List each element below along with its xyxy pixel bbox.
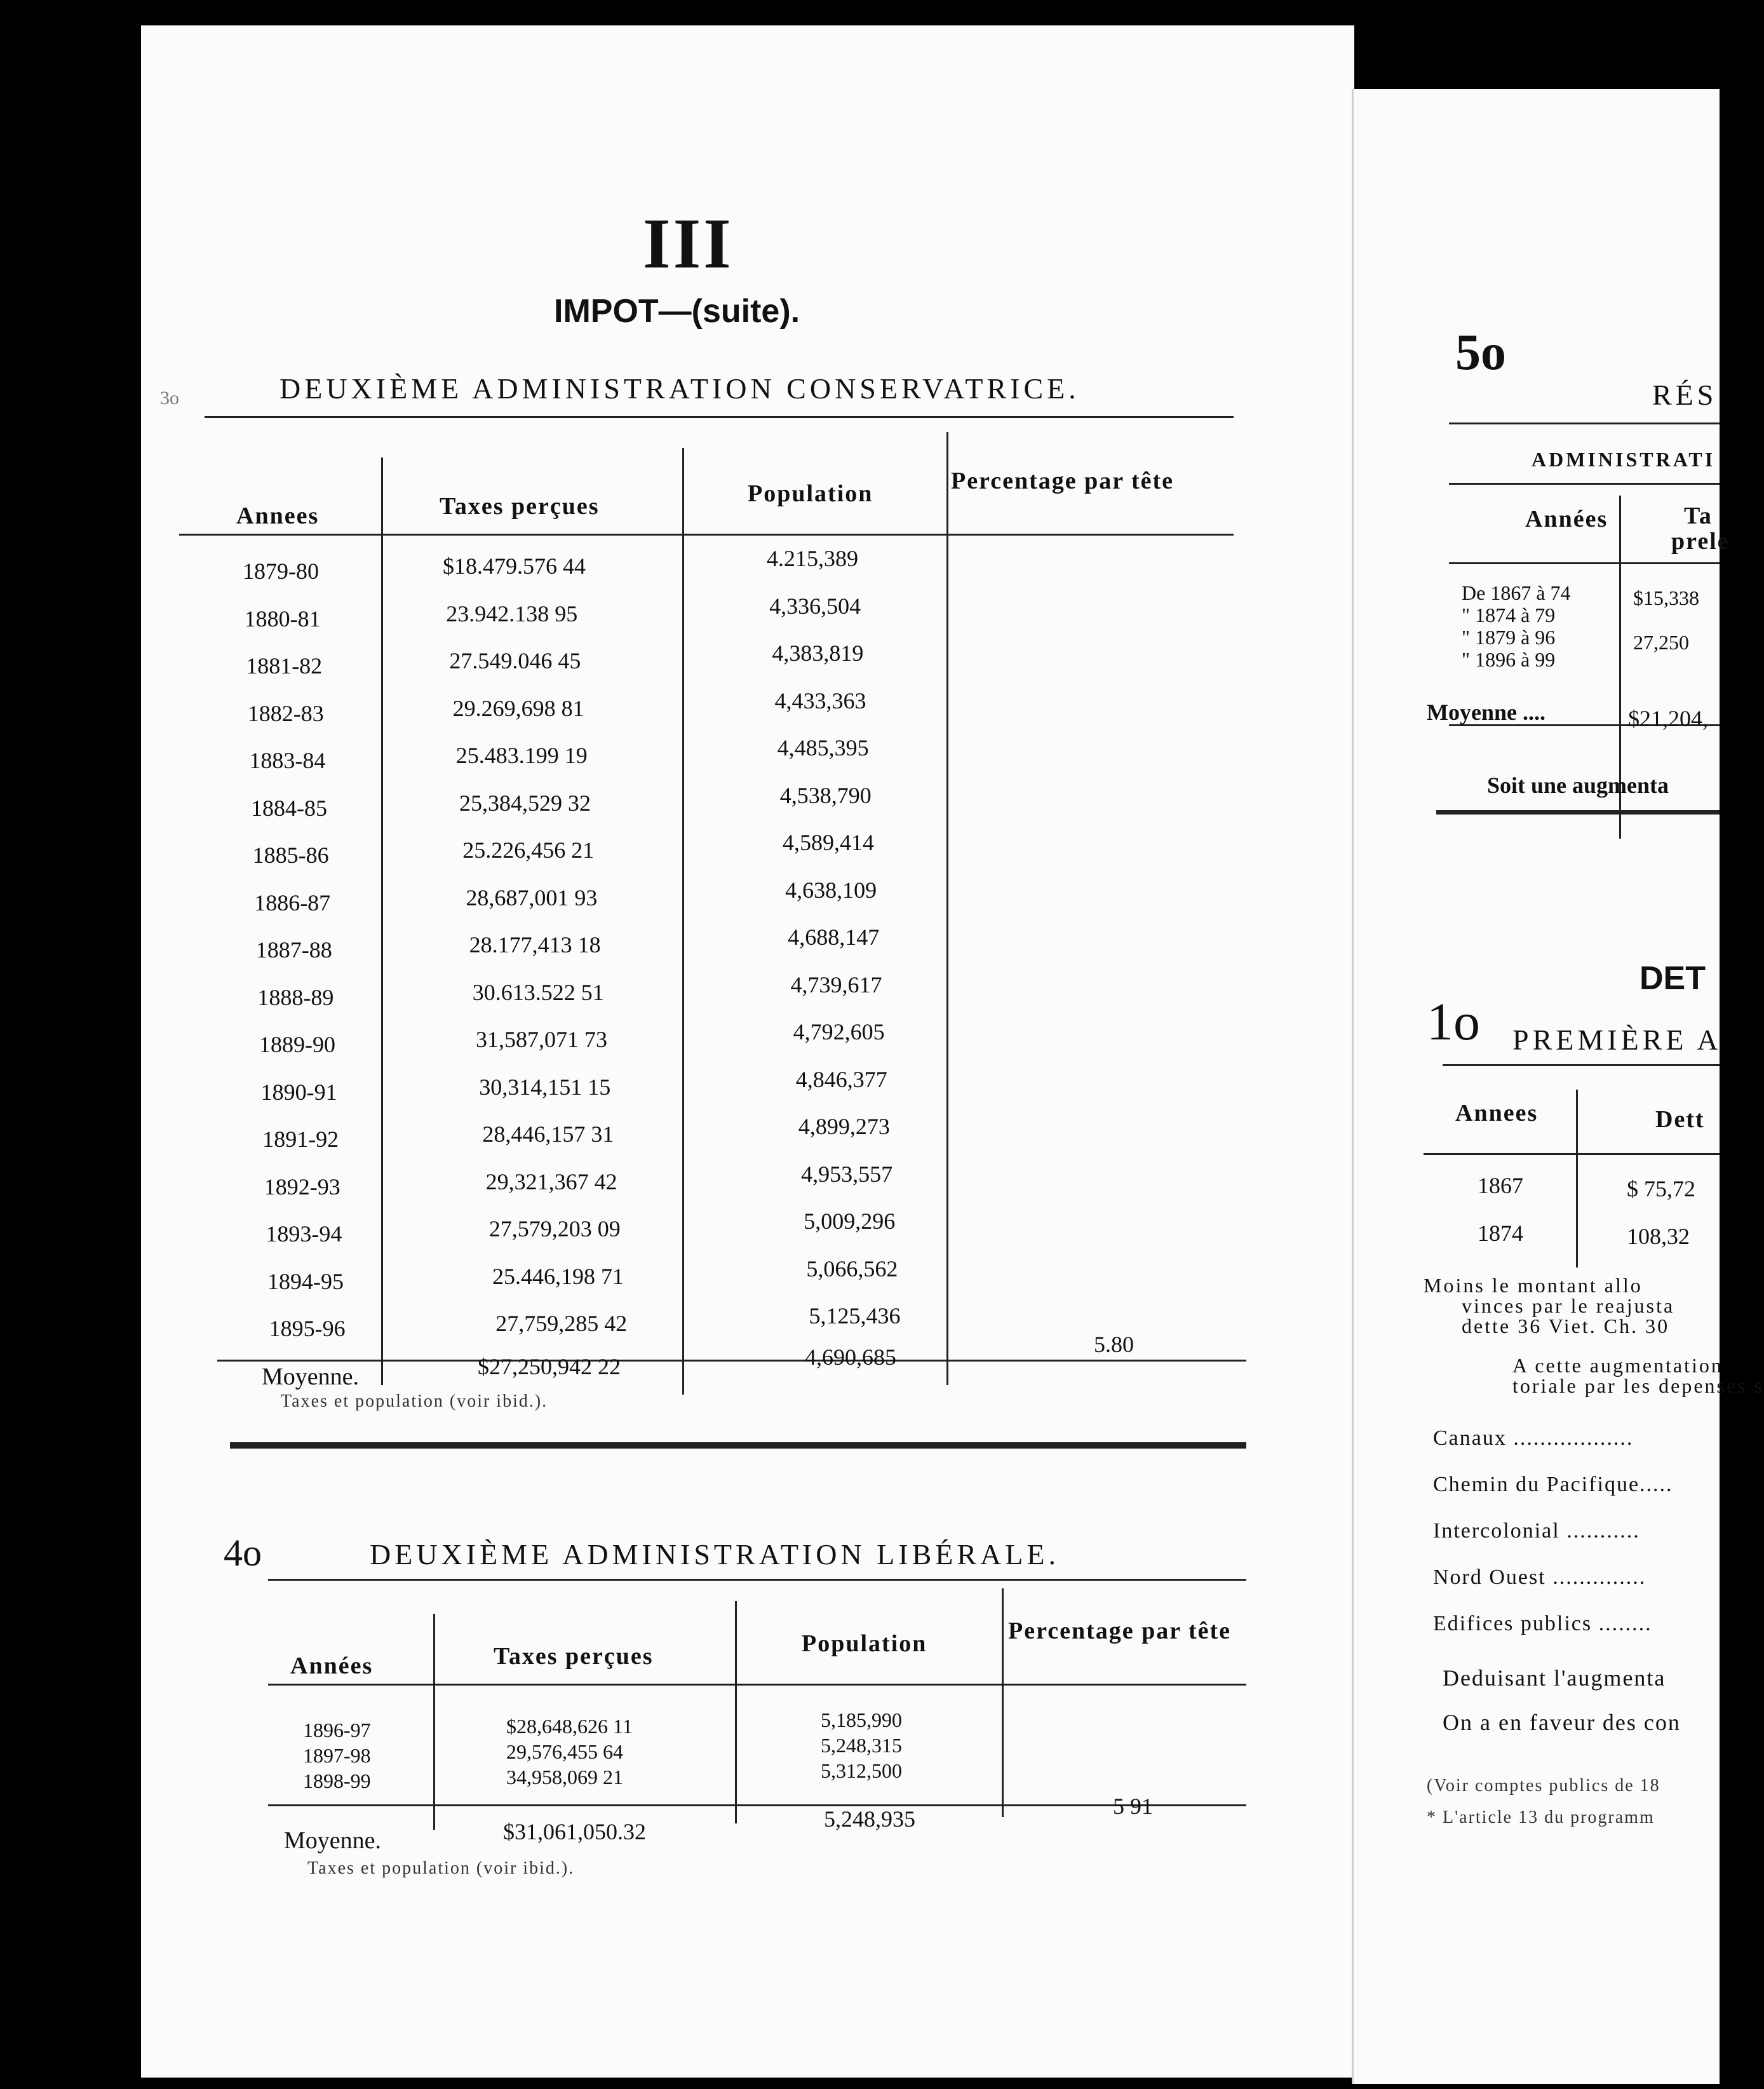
block1-heading: DEUXIÈME ADMINISTRATION CONSERVATRICE. [279, 372, 1080, 405]
table-row-population: 5,125,436 [809, 1303, 901, 1328]
block5-sub-rule [1449, 483, 1720, 485]
table-row-year: 1885-86 [252, 842, 329, 868]
section-title: IMPOT—(suite). [554, 293, 800, 330]
table2-top-rule [268, 1579, 1246, 1581]
table-row-population: 4,688,147 [788, 924, 880, 950]
table-row-year: 1888-89 [257, 984, 334, 1010]
table1-header-rule [179, 534, 1234, 536]
table1-col-per-head: Percentage par tête [951, 468, 1174, 494]
table2-col-per-head: Percentage par tête [1008, 1618, 1231, 1644]
table-row-taxes: 30,314,151 15 [479, 1074, 611, 1100]
table2-col-taxes: Taxes perçues [494, 1643, 654, 1670]
table-row-taxes: 25.226,456 21 [462, 837, 595, 863]
table-row-year: 1874 [1478, 1220, 1523, 1246]
table2-average-label: Moyenne. [284, 1827, 382, 1854]
table2-header-rule [268, 1684, 1246, 1686]
table2-average-per-head: 5 91 [1113, 1794, 1153, 1819]
table-row-year: 1890-91 [260, 1079, 337, 1105]
table-row-population: 5,185,990 [821, 1708, 902, 1731]
table-row-population: 4,846,377 [795, 1066, 887, 1092]
list-item: Canaux .................. [1433, 1426, 1634, 1450]
dette-header-rule [1424, 1153, 1720, 1155]
table-row-taxes: 23.942.138 95 [446, 600, 578, 626]
table-row-population: 4,739,617 [790, 971, 882, 997]
dette-heading: PREMIÈRE A [1512, 1024, 1722, 1056]
right-page [1352, 89, 1764, 2084]
text-line: A cette augmentation [1512, 1354, 1723, 1377]
table-row-population: 4,953,557 [801, 1161, 893, 1187]
table-row-year: 1896-97 [303, 1719, 371, 1741]
section-number: III [643, 205, 734, 283]
dette-footnote-1: (Voir comptes publics de 18 [1427, 1776, 1660, 1795]
table2-col-years: Années [290, 1653, 374, 1679]
list-item-label: " 1879 à 96 [1462, 626, 1556, 649]
table1-col-divider-1 [381, 457, 383, 1385]
table-row-year: 1880-81 [244, 605, 321, 632]
table1-col-divider-2 [682, 448, 684, 1395]
table-row-population: 4,899,273 [798, 1114, 890, 1139]
table-row-taxes: 31,587,071 73 [476, 1027, 607, 1052]
left-page [141, 25, 1354, 2078]
table-row-year: 1898-99 [303, 1769, 371, 1792]
block5-top-rule [1449, 423, 1720, 424]
table-row-taxes: 28,687,001 93 [466, 884, 598, 910]
dette-deduction: Deduisant l'augmenta [1443, 1665, 1666, 1691]
block2-number: 4o [224, 1532, 262, 1574]
dette-favour: On a en faveur des con [1443, 1710, 1681, 1735]
table1-col-years: Annees [236, 503, 320, 529]
dette-number: 1o [1427, 992, 1480, 1051]
table1-bottom-rule [230, 1442, 1246, 1449]
table-row-year: 1891-92 [262, 1126, 339, 1152]
table-row-year: 1886-87 [254, 889, 331, 916]
table-row-population: 4,792,605 [793, 1019, 885, 1044]
table1-source: Taxes et population (voir ibid.). [281, 1391, 548, 1411]
table1-average-label: Moyenne. [262, 1363, 360, 1390]
table-row-year: 1879-80 [243, 558, 319, 584]
table1-col-taxes: Taxes perçues [440, 493, 600, 520]
table-row-population: 5,009,296 [804, 1208, 896, 1234]
table-row-population: 5,066,562 [806, 1255, 898, 1281]
list-item: Chemin du Pacifique..... [1433, 1473, 1673, 1496]
text-line: dette 36 Viet. Ch. 30 [1462, 1315, 1670, 1337]
list-item-label: De 1867 à 74 [1462, 581, 1571, 604]
text-line: toriale par les depenses s [1512, 1374, 1764, 1397]
table-row-population: 4,336,504 [769, 593, 861, 619]
table1-col-population: Population [748, 480, 873, 507]
table-row-year: 1867 [1478, 1173, 1523, 1198]
dette-col-debt: Dett [1655, 1106, 1705, 1133]
list-item: Edifices publics ........ [1433, 1612, 1652, 1635]
table2-average-taxes: $31,061,050.32 [503, 1819, 646, 1844]
list-item: Intercolonial ........... [1433, 1519, 1640, 1543]
block5-col-years: Années [1525, 506, 1608, 532]
table-row-year: 1894-95 [267, 1268, 344, 1294]
block5-col-taxes-1: Ta [1684, 503, 1713, 529]
block5-header-rule [1449, 562, 1720, 564]
dette-title: DET [1639, 960, 1706, 997]
table-row-taxes: 28,446,157 31 [482, 1121, 614, 1147]
block5-heading: RÉS [1652, 379, 1718, 411]
table2-average-population: 5,248,935 [824, 1806, 915, 1832]
table-row-taxes: 27,759,285 42 [495, 1311, 628, 1336]
table2-source: Taxes et population (voir ibid.). [307, 1858, 575, 1878]
table-row-taxes: 25.446,198 71 [492, 1263, 624, 1289]
table-row-taxes: 27,579,203 09 [488, 1216, 621, 1241]
table2-col-divider-1 [433, 1614, 435, 1830]
table2-average-rule [268, 1804, 1246, 1806]
table-row-population: 4,538,790 [779, 782, 872, 808]
list-item: Nord Ouest .............. [1433, 1565, 1646, 1589]
block5-average-label: Moyenne .... [1427, 700, 1545, 725]
list-item-value: $15,338 [1633, 586, 1699, 609]
table2-col-population: Population [802, 1630, 927, 1657]
table-row-taxes: 30.613.522 51 [472, 979, 604, 1005]
table-row-year: 1884-85 [251, 795, 327, 821]
block5-subheading: ADMINISTRATI [1532, 448, 1716, 471]
block5-average-value: $21,204, [1628, 706, 1708, 731]
table-row-population: 4,383,819 [772, 640, 864, 666]
table-row-population: 5,248,315 [821, 1734, 902, 1757]
table-row-population: 4.215,389 [767, 546, 858, 571]
table1-average-per-head: 5.80 [1094, 1332, 1134, 1357]
table-row-taxes: $28,648,626 11 [506, 1715, 633, 1738]
table-row-year: 1882-83 [247, 700, 324, 726]
table-row-taxes: 28.177,413 18 [469, 932, 601, 957]
table-row-year: 1887-88 [255, 937, 332, 963]
text-line: vinces par le reajusta [1462, 1294, 1675, 1317]
table2-col-divider-2 [735, 1601, 737, 1823]
table-row-year: 1897-98 [303, 1744, 371, 1767]
table-row-population: 5,312,500 [821, 1759, 902, 1782]
table-row-year: 1893-94 [266, 1221, 342, 1247]
table-row-taxes: $18.479.576 44 [443, 553, 586, 579]
table1-col-divider-3 [946, 432, 948, 1385]
table-row-taxes: 34,958,069 21 [506, 1766, 623, 1788]
table1-average-population: 4,690,685 [805, 1344, 896, 1370]
table-row-taxes: 29.269,698 81 [452, 695, 584, 721]
block5-note: Soit une augmenta [1487, 773, 1669, 798]
text-line: Moins le montant allo [1424, 1274, 1643, 1297]
table-row-year: 1895-96 [269, 1316, 346, 1341]
table-row-year: 1883-84 [249, 748, 326, 773]
block2-heading: DEUXIÈME ADMINISTRATION LIBÉRALE. [370, 1538, 1060, 1571]
margin-note: 3o [160, 388, 179, 409]
table-row-population: 4,638,109 [785, 877, 877, 903]
table1-average-taxes: $27,250,942 22 [478, 1354, 621, 1379]
table-row-value: $ 75,72 [1627, 1176, 1695, 1201]
block5-bottom-rule [1436, 810, 1720, 815]
dette-col-divider [1576, 1090, 1578, 1268]
table-row-taxes: 27.549.046 45 [449, 648, 581, 673]
dette-col-years: Annees [1455, 1100, 1538, 1126]
table-row-year: 1889-90 [259, 1032, 335, 1057]
table-row-year: 1881-82 [246, 653, 323, 679]
table-row-taxes: 25.483.199 19 [455, 743, 588, 768]
table-row-taxes: 29,321,367 42 [485, 1168, 617, 1194]
table2-col-divider-3 [1002, 1588, 1004, 1817]
table-row-population: 4,433,363 [774, 687, 866, 713]
list-item-value: 27,250 [1633, 631, 1689, 654]
list-item-label: " 1874 à 79 [1462, 604, 1556, 626]
table-row-taxes: 25,384,529 32 [459, 790, 591, 816]
dette-footnote-2: * L'article 13 du programm [1427, 1808, 1655, 1827]
table-row-taxes: 29,576,455 64 [506, 1740, 623, 1763]
table-row-population: 4,589,414 [782, 830, 874, 855]
table1-top-rule [205, 416, 1234, 418]
table1-average-rule [217, 1360, 1246, 1362]
list-item-label: " 1896 à 99 [1462, 648, 1556, 671]
dette-top-rule [1443, 1064, 1720, 1066]
block5-col-taxes-2: prele [1671, 528, 1730, 555]
table-row-population: 4,485,395 [777, 735, 869, 761]
block5-number: 5o [1455, 325, 1506, 381]
table-row-year: 1892-93 [264, 1173, 340, 1200]
table-row-value: 108,32 [1627, 1224, 1690, 1249]
